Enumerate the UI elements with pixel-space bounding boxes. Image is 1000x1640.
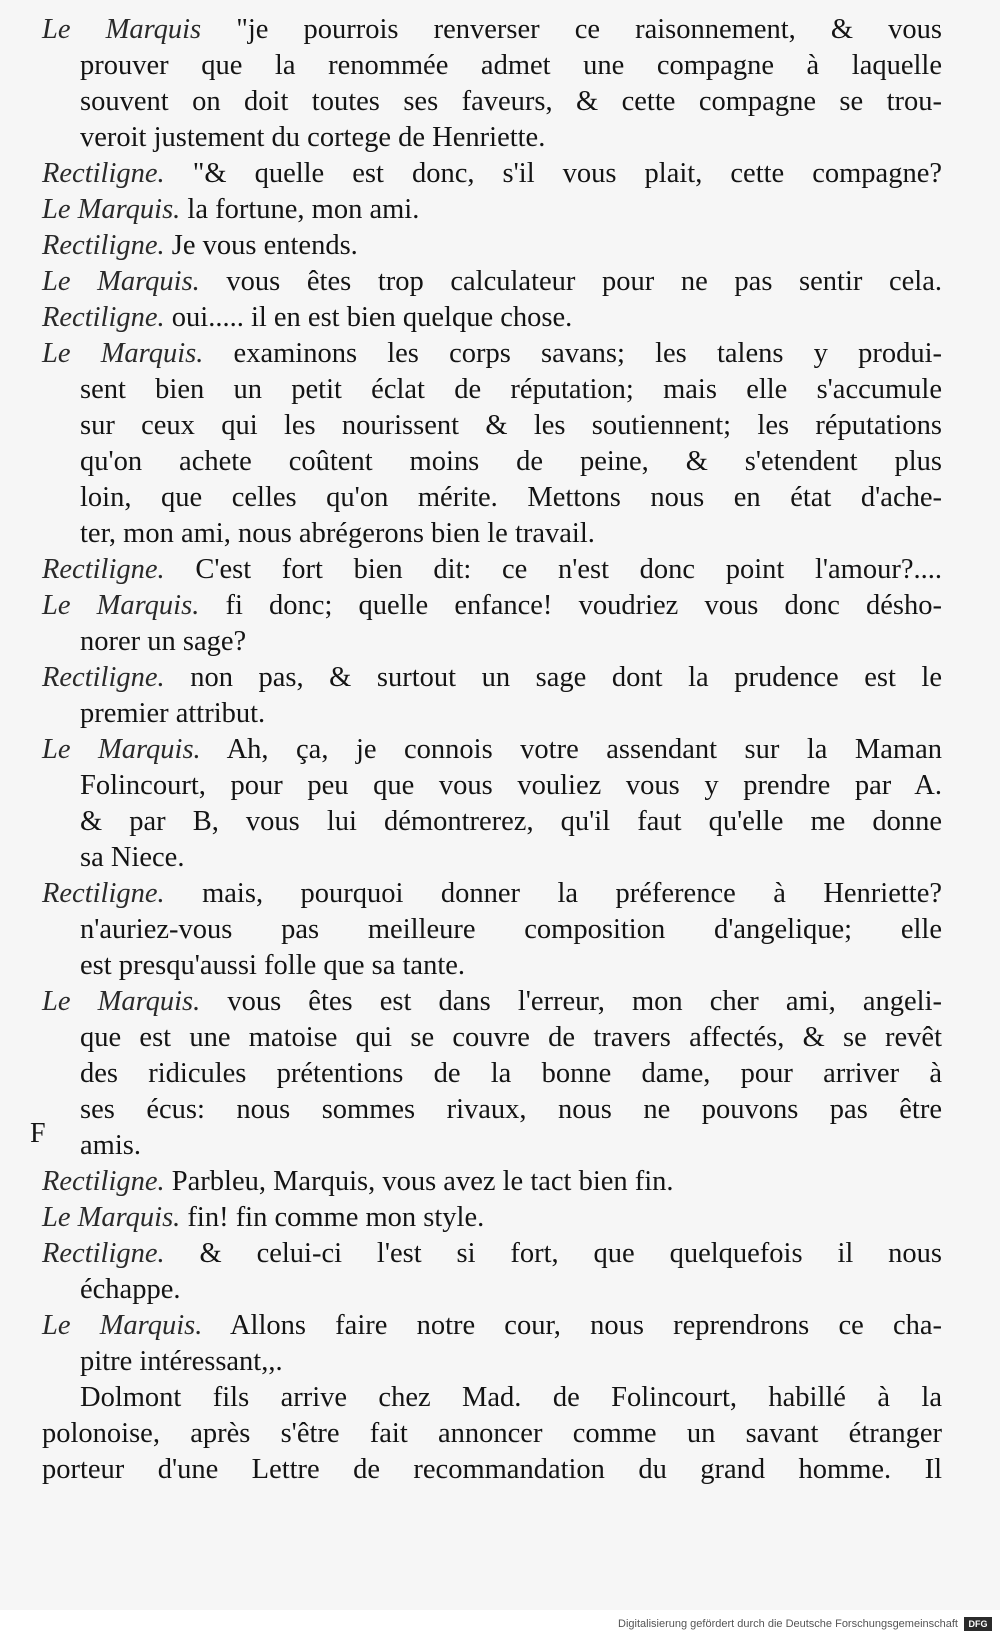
text-line (42, 552, 942, 588)
line-text: est presqu'aussi folle que sa tante. (80, 950, 466, 981)
speaker-name: Rectiligne. (42, 1166, 165, 1197)
text-line (42, 1416, 942, 1452)
text-line (42, 732, 942, 768)
line-text: Dolmont fils arrive chez Mad. de Folincourt, habillé à la (80, 1382, 942, 1413)
text-line (42, 624, 942, 660)
text-line (42, 1020, 942, 1056)
text-line (42, 1164, 942, 1200)
digitization-footer (0, 1610, 1000, 1640)
text-line (42, 1380, 942, 1416)
speaker-name: Le Marquis. (42, 266, 200, 297)
line-text: ses écus: nous sommes rivaux, nous ne pouvons pas être (80, 1094, 942, 1125)
text-line (42, 912, 942, 948)
speaker-name: Rectiligne. (42, 230, 165, 261)
text-line (42, 1272, 942, 1308)
line-text: mais, pourquoi donner la préference à Henriette? (164, 878, 942, 909)
text-line (42, 192, 942, 228)
speaker-name: Le Marquis. (42, 986, 201, 1017)
text-line (42, 1200, 942, 1236)
text-line (42, 48, 942, 84)
speaker-name: Rectiligne. (42, 554, 165, 585)
line-text: vous êtes est dans l'erreur, mon cher ami, angeli- (200, 986, 942, 1017)
text-line (42, 588, 942, 624)
line-text: porteur d'une Lettre de recommandation du grand homme. Il (42, 1454, 942, 1485)
line-text: pitre intéressant,,. (80, 1346, 283, 1377)
text-line (42, 1128, 942, 1164)
line-text: loin, que celles qu'on mérite. Mettons nous en état d'ache- (80, 482, 942, 513)
line-text: Ah, ça, je connois votre assendant sur la Maman (200, 734, 942, 765)
speaker-name: Le Marquis. (42, 1310, 203, 1341)
speaker-name: Le Marquis. (42, 734, 201, 765)
text-line (42, 408, 942, 444)
line-text: que est une matoise qui se couvre de travers affectés, & se revêt (80, 1022, 942, 1053)
text-line (42, 300, 942, 336)
text-line (42, 696, 942, 732)
line-text: "& quelle est donc, s'il vous plait, cette compagne? (164, 158, 942, 189)
text-line (42, 444, 942, 480)
text-line (42, 516, 942, 552)
speaker-name: Rectiligne. (42, 662, 165, 693)
speaker-name: Le Marquis. (42, 194, 181, 225)
line-text: n'auriez-vous pas meilleure composition d'angelique; elle (80, 914, 942, 945)
text-line (42, 1236, 942, 1272)
speaker-name: Le Marquis. (42, 338, 204, 369)
text-line (42, 264, 942, 300)
text-line (42, 156, 942, 192)
text-line (42, 1344, 942, 1380)
line-text: ter, mon ami, nous abrégerons bien le travail. (80, 518, 595, 549)
line-text: & celui-ci l'est si fort, que quelquefois il nous (164, 1238, 942, 1269)
dfg-logo: DFG (964, 1617, 992, 1631)
line-text: prouver que la renommée admet une compagne à laquelle (80, 50, 942, 81)
text-line (42, 1308, 942, 1344)
speaker-name: Le Marquis. (42, 1202, 181, 1233)
speaker-name: Le Marquis (42, 14, 202, 45)
line-text: souvent on doit toutes ses faveurs, & cette compagne se trou- (80, 86, 942, 117)
text-line (42, 120, 942, 156)
line-text: vous êtes trop calculateur pour ne pas sentir cela. (199, 266, 942, 297)
text-line (42, 1092, 942, 1128)
speaker-name: Le Marquis. (42, 590, 200, 621)
line-text: examinons les corps savans; les talens y produi- (203, 338, 942, 369)
text-line (42, 768, 942, 804)
line-text: sent bien un petit éclat de réputation; mais elle s'accumule (80, 374, 942, 405)
line-text: non pas, & surtout un sage dont la prudence est le (164, 662, 942, 693)
speaker-name: Rectiligne. (42, 302, 165, 333)
line-text: sur ceux qui les nourissent & les soutiennent; les réputations (80, 410, 942, 441)
line-text: oui..... il en est bien quelque chose. (164, 302, 573, 333)
text-line (42, 1452, 942, 1488)
line-text: premier attribut. (80, 698, 266, 729)
line-text: Folincourt, pour peu que vous vouliez vous y prendre par A. (80, 770, 942, 801)
margin-mark: F (30, 1118, 46, 1149)
speaker-name: Rectiligne. (42, 158, 165, 189)
text-line (42, 876, 942, 912)
line-text: & par B, vous lui démontrerez, qu'il faut qu'elle me donne (80, 806, 942, 837)
line-text: sa Niece. (80, 842, 185, 873)
line-text: fi donc; quelle enfance! voudriez vous donc désho- (199, 590, 942, 621)
text-line (42, 804, 942, 840)
text-line (42, 1056, 942, 1092)
line-text: Allons faire notre cour, nous reprendrons ce cha- (202, 1310, 942, 1341)
line-text: des ridicules prétentions de la bonne dame, pour arriver à (80, 1058, 942, 1089)
text-line (42, 12, 942, 48)
text-line (42, 372, 942, 408)
line-text: la fortune, mon ami. (180, 194, 420, 225)
line-text: Je vous entends. (164, 230, 358, 261)
speaker-name: Rectiligne. (42, 1238, 165, 1269)
line-text: polonoise, après s'être fait annoncer comme un savant étranger (42, 1418, 942, 1449)
line-text: C'est fort bien dit: ce n'est donc point l'amour?.... (164, 554, 942, 585)
text-line (42, 948, 942, 984)
line-text: échappe. (80, 1274, 181, 1305)
line-text: qu'on achete coûtent moins de peine, & s'etendent plus (80, 446, 942, 477)
line-text: Parbleu, Marquis, vous avez le tact bien fin. (164, 1166, 674, 1197)
text-line (42, 336, 942, 372)
text-line (42, 480, 942, 516)
funding-note: Digitalisierung gefördert durch die Deutsche Forschungsgemeinschaft (618, 1618, 958, 1630)
line-text: norer un sage? (80, 626, 247, 657)
text-line (42, 984, 942, 1020)
page-text (42, 12, 942, 1488)
line-text: fin! fin comme mon style. (180, 1202, 485, 1233)
text-line (42, 84, 942, 120)
text-line (42, 660, 942, 696)
line-text: "je pourrois renverser ce raisonnement, & vous (201, 14, 942, 45)
line-text: amis. (80, 1130, 141, 1161)
text-line (42, 840, 942, 876)
speaker-name: Rectiligne. (42, 878, 165, 909)
text-line (42, 228, 942, 264)
line-text: veroit justement du cortege de Henriette. (80, 122, 546, 153)
